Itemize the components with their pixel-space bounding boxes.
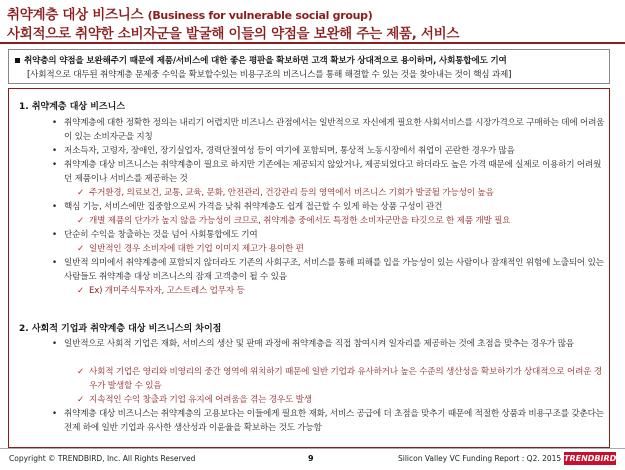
- section-title: 2. 사회적 기업과 취약계층 대상 비즈니스의 차이점: [19, 324, 222, 334]
- bullet-dot-icon: •: [52, 146, 57, 156]
- bullet-dot-icon: •: [52, 409, 57, 419]
- list-item: • 일반적 의미에서 취약계층에 포함되지 않더라도 기존의 사회구조, 서비스를 통해 피해를 입을 가능성이 있는 사람이나 잠재적인 위험에 노출되어 있는 사람들도 취약계층 대상 비즈니스의 잠재 고객층이 될 수 있음: [52, 258, 604, 282]
- checkmark-icon: ✓: [77, 367, 85, 377]
- section-title: 1. 취약계층 대상 비즈니스: [19, 102, 126, 112]
- list-item: • 저소득자, 고령자, 장애인, 장기실업자, 경력단절여성 등이 여기에 포함되며, 통상적 노동시장에서 취업이 곤란한 경우가 많음: [64, 145, 609, 159]
- copyright-text: Copyright © TRENDBIRD, Inc. All Rights Reserved: [9, 454, 196, 463]
- page-title-en: (Business for vulnerable social group): [147, 9, 373, 22]
- square-bullet-icon: [15, 58, 20, 63]
- list-item: • 핵심 기능, 서비스에만 집중함으로써 가격을 낮춰 취약계층도 쉽게 접근할 수 있게 하는 상품 구성이 관건: [64, 201, 609, 215]
- sub-item: ✓ 지속적인 수익 창출과 기업 유지에 어려움을 겪는 경우도 발생: [89, 394, 609, 408]
- bullet-dot-icon: •: [52, 118, 57, 128]
- sub-item: ✓ 일반적인 경우 소비자에 대한 기업 이미지 제고가 용이한 편: [89, 243, 609, 257]
- page-number: 9: [308, 454, 314, 463]
- list-item: • 취약계층에 대한 정확한 정의는 내리기 어렵지만 비즈니스 관점에서는 일반적으로 자신에게 필요한 사회서비스를 시장가격으로 구매하는 데에 어려움이 있는 소비자군을 지칭: [52, 118, 605, 142]
- list-item: • 단순히 수익을 창출하는 것을 넘어 사회통합에도 기여: [64, 229, 609, 243]
- trendbird-logo: TRENDBIRD: [564, 454, 617, 463]
- page-header: [0, 0, 625, 44]
- checkmark-icon: ✓: [77, 216, 85, 226]
- bullet-dot-icon: •: [52, 258, 57, 268]
- page-footer: [0, 448, 625, 470]
- report-name: Silicon Valley VC Funding Report : Q2. 2015: [398, 454, 562, 463]
- page-title-ko: 취약계층 대상 비즈니스: [7, 7, 144, 23]
- list-item: • 취약계층 대상 비즈니스는 취약계층의 고용보다는 이들에게 필요한 재화, 서비스 공급에 더 초점을 맞추기 때문에 적절한 상품과 비용구조를 갖춘다는 전제 하에 일반 기업과 유사한 생산성과 이윤율을 확보하는 것도 가능함: [52, 409, 604, 433]
- bullet-dot-icon: •: [52, 230, 57, 240]
- list-item: • 취약계층 대상 비즈니스는 취약계층이 필요로 하지만 기존에는 제공되지 않았거나, 제공되었다고 하더라도 높은 가격 때문에 실제로 이용하기 어려웠던 제품이나 서비스를 제공하는 것: [52, 160, 602, 184]
- page-subtitle: 사회적으로 취약한 소비자군을 발굴해 이들의 약점을 보완해 주는 제품, 서비스: [7, 26, 460, 42]
- summary-box: [8, 49, 610, 84]
- content-box: [8, 88, 610, 448]
- summary-line-2: [사회적으로 대두된 취약계층 문제중 수익을 확보할수있는 비용구조의 비즈니스를 통해 해결할 수 있는 것을 찾아내는 것이 핵심 과제]: [27, 70, 512, 80]
- list-item: • 일반적으로 사회적 기업은 재화, 서비스의 생산 및 판매 과정에 취약계층을 직접 참여시켜 일자리를 제공하는 것에 초점을 맞추는 경우가 많음: [64, 338, 609, 352]
- bullet-dot-icon: •: [52, 160, 57, 170]
- sub-item: ✓ 사회적 기업은 영리와 비영리의 중간 영역에 위치하기 때문에 일반 기업과 유사하거나 높은 수준의 생산성을 확보하기가 상대적으로 어려운 경우가 발생할 수 있음: [77, 367, 602, 391]
- sub-item: ✓ 개별 제품의 단가가 높지 않을 가능성이 크므로, 취약계층 중에서도 특정한 소비자군만을 타깃으로 한 제품 개발 필요: [89, 215, 609, 229]
- summary-line-1: 취약층의 약점을 보완해주기 때문에 제품/서비스에 대한 좋은 평판을 확보하면 고객 확보가 상대적으로 용이하며, 사회통합에도 기여: [15, 54, 507, 66]
- sub-item: ✓ 주거환경, 의료보건, 교통, 교육, 문화, 안전관리, 건강관리 등의 영역에서 비즈니스 기회가 발굴될 가능성이 높음: [89, 187, 609, 201]
- checkmark-icon: ✓: [77, 286, 85, 296]
- checkmark-icon: ✓: [77, 244, 85, 254]
- page-title: [7, 3, 372, 23]
- checkmark-icon: ✓: [77, 395, 85, 405]
- sub-item: ✓ Ex) 개미주식투자자, 고스트레스 업무자 등: [89, 285, 609, 299]
- bullet-dot-icon: •: [52, 339, 57, 349]
- bullet-dot-icon: •: [52, 202, 57, 212]
- checkmark-icon: ✓: [77, 188, 85, 198]
